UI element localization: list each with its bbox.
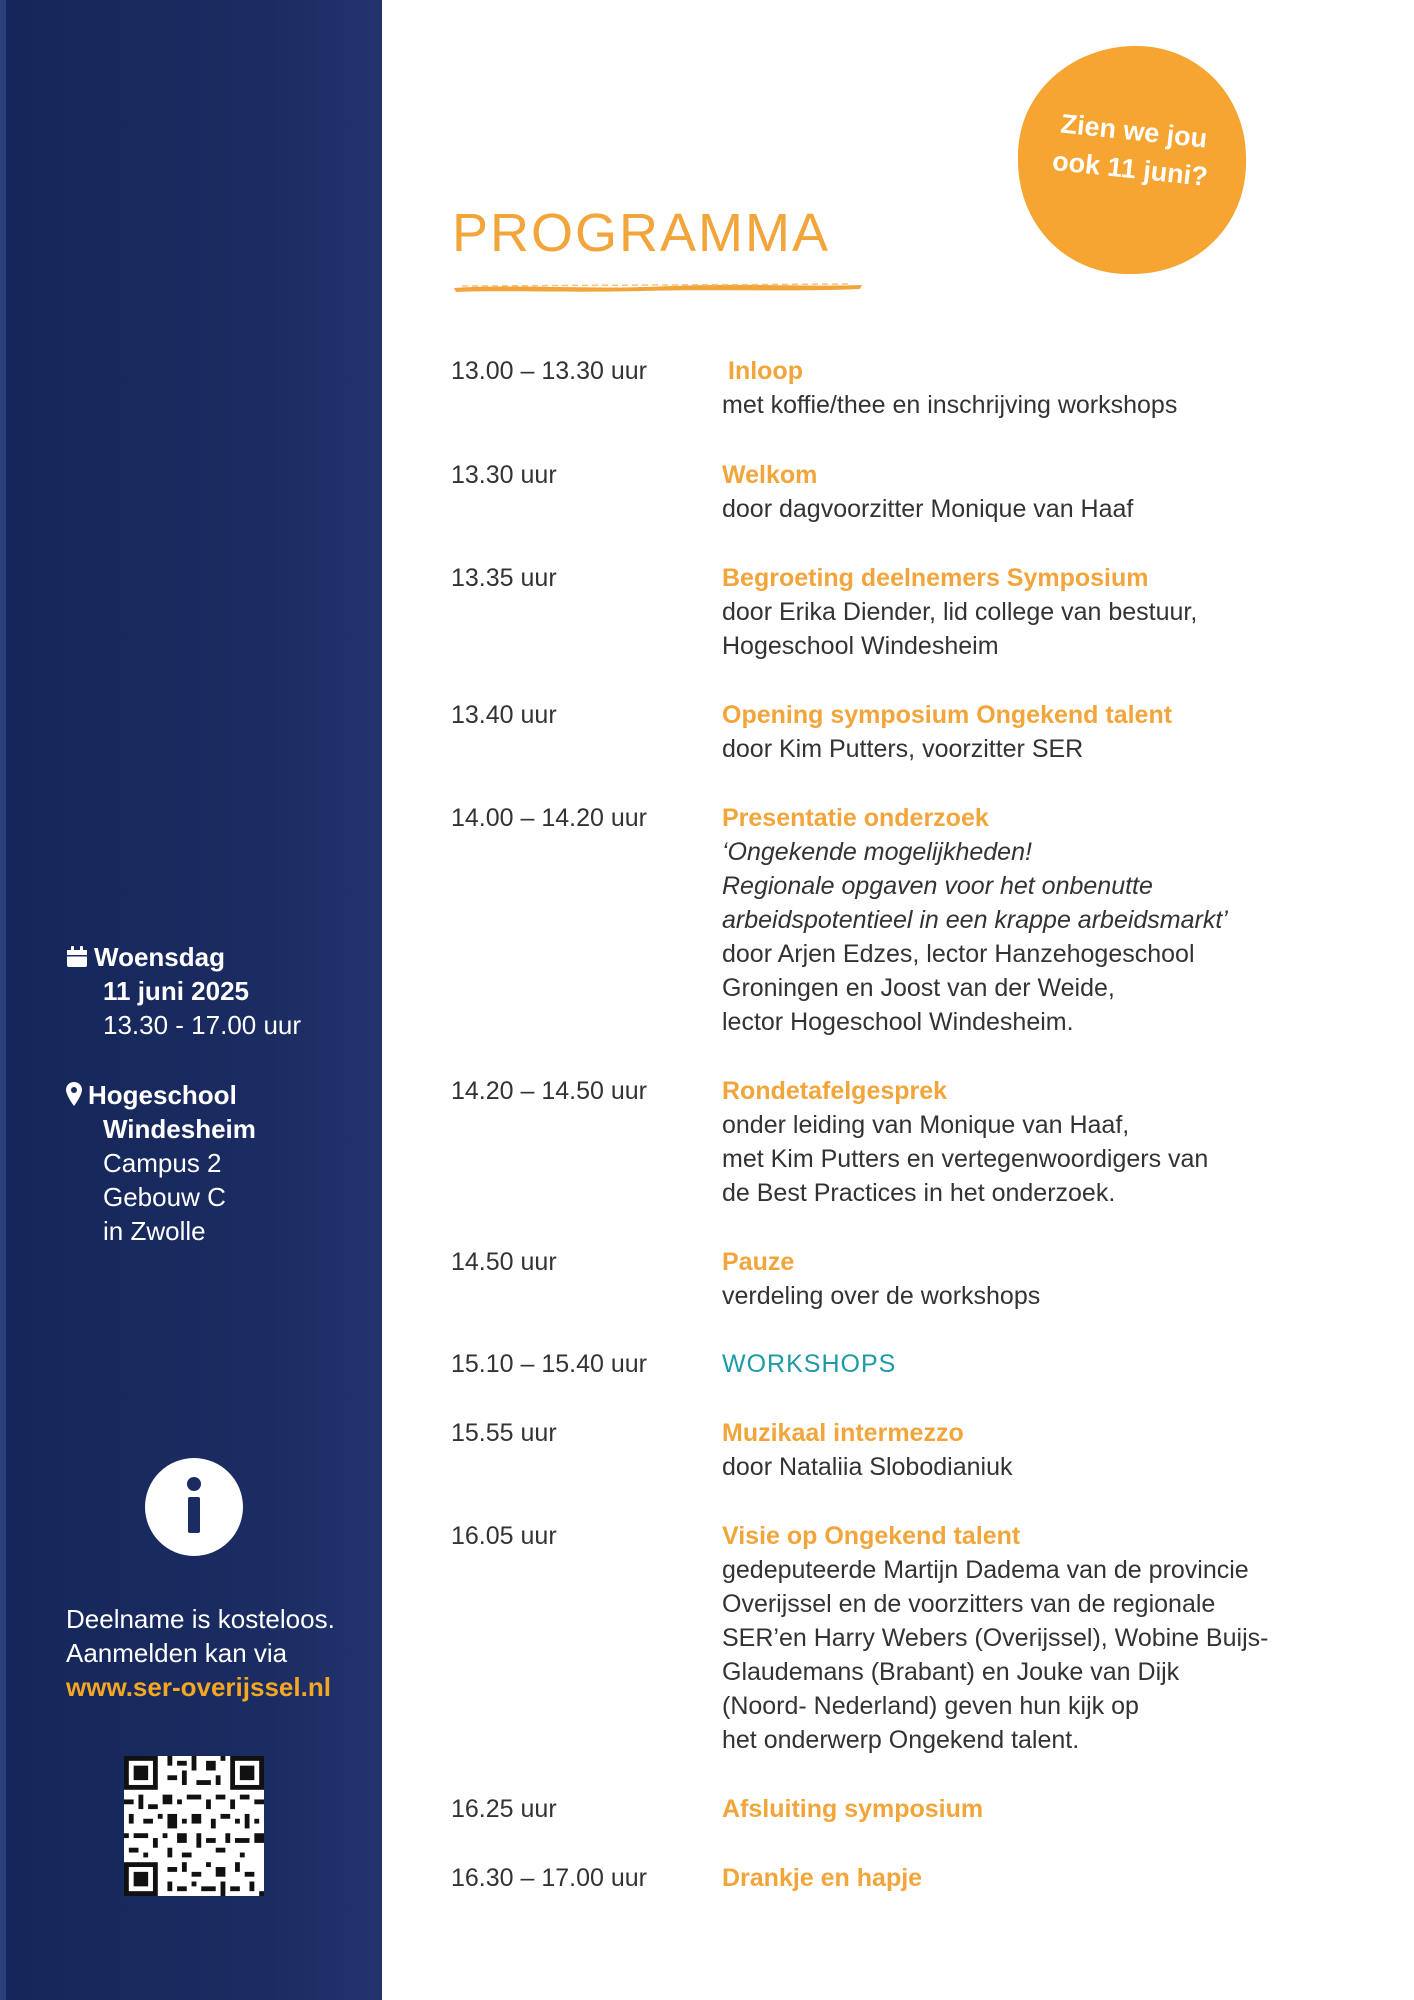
schedule-row — [451, 698, 1351, 766]
schedule-row — [451, 354, 1351, 422]
schedule-detail: gedeputeerde Martijn Dadema van de provincie — [722, 1556, 1249, 1584]
qr-code[interactable] — [124, 1756, 264, 1896]
schedule-heading: Visie op Ongekend talent — [722, 1522, 1021, 1550]
schedule-heading: Begroeting deelnemers Symposium — [722, 564, 1149, 592]
cta-line-2: Aanmelden kan via — [66, 1638, 288, 1668]
schedule-detail: met Kim Putters en vertegenwoordigers van — [722, 1145, 1209, 1173]
schedule-detail: ‘Ongekende mogelijkheden! — [722, 838, 1032, 866]
badge-line-1: Zien we jou — [1059, 108, 1209, 154]
schedule-time: 16.25 uur — [451, 1795, 557, 1823]
page-title: PROGRAMMA — [452, 203, 831, 263]
event-location-block — [66, 1078, 256, 1248]
schedule-detail: Regionale opgaven voor het onbenutte — [722, 872, 1153, 900]
schedule-row — [451, 1347, 1351, 1381]
schedule-detail: door Kim Putters, voorzitter SER — [722, 735, 1084, 763]
registration-info — [66, 1602, 335, 1704]
schedule-heading: Welkom — [722, 461, 818, 489]
schedule-detail: onder leiding van Monique van Haaf, — [722, 1111, 1130, 1139]
schedule-row — [451, 1792, 1351, 1826]
schedule-time: 15.55 uur — [451, 1419, 557, 1447]
schedule-heading: WORKSHOPS — [722, 1350, 897, 1378]
schedule-detail: lector Hogeschool Windesheim. — [722, 1008, 1074, 1036]
event-day: Woensdag — [94, 942, 225, 972]
schedule-row — [451, 1074, 1351, 1210]
schedule-row — [451, 1416, 1351, 1484]
calendar-icon — [66, 946, 88, 968]
location-line-1: Hogeschool — [88, 1080, 237, 1110]
cta-line-1: Deelname is kosteloos. — [66, 1604, 335, 1634]
schedule-detail: Glaudemans (Brabant) en Jouke van Dijk — [722, 1658, 1180, 1686]
schedule-detail: Groningen en Joost van der Weide, — [722, 974, 1115, 1002]
schedule-heading: Drankje en hapje — [722, 1864, 923, 1892]
event-date: 11 juni 2025 — [103, 976, 249, 1006]
schedule-heading: Muzikaal intermezzo — [722, 1419, 964, 1447]
schedule-heading: Opening symposium Ongekend talent — [722, 701, 1173, 729]
schedule-heading: Pauze — [722, 1248, 795, 1276]
schedule-row — [451, 801, 1351, 1039]
schedule-row — [451, 1245, 1351, 1313]
schedule-row — [451, 1861, 1351, 1895]
title-brush-underline — [452, 280, 864, 294]
schedule-detail: (Noord- Nederland) geven hun kijk op — [722, 1692, 1139, 1720]
schedule-time: 16.05 uur — [451, 1522, 557, 1550]
location-line-3: Campus 2 — [103, 1148, 222, 1178]
badge-line-2: ook 11 juni? — [1050, 145, 1210, 192]
schedule-time: 15.10 – 15.40 uur — [451, 1350, 647, 1378]
schedule-heading: Afsluiting symposium — [722, 1795, 984, 1823]
info-icon — [144, 1457, 244, 1557]
schedule-time: 16.30 – 17.00 uur — [451, 1864, 647, 1892]
schedule-time: 14.00 – 14.20 uur — [451, 804, 647, 832]
location-line-5: in Zwolle — [103, 1216, 206, 1246]
registration-link[interactable]: www.ser-overijssel.nl — [66, 1672, 331, 1702]
schedule-detail: de Best Practices in het onderzoek. — [722, 1179, 1116, 1207]
schedule-time: 13.40 uur — [451, 701, 557, 729]
schedule-detail: door Erika Diender, lid college van bestuur, — [722, 598, 1198, 626]
schedule-time: 13.30 uur — [451, 461, 557, 489]
event-date-block — [66, 940, 301, 1042]
schedule-detail: door Arjen Edzes, lector Hanzehogeschool — [722, 940, 1195, 968]
schedule-time: 13.35 uur — [451, 564, 557, 592]
location-pin-icon — [66, 1082, 82, 1106]
schedule-time: 14.20 – 14.50 uur — [451, 1077, 647, 1105]
schedule-detail: het onderwerp Ongekend talent. — [722, 1726, 1080, 1754]
event-time: 13.30 - 17.00 uur — [103, 1010, 302, 1040]
schedule-detail: arbeidspotentieel in een krappe arbeidsmarkt’ — [722, 906, 1228, 934]
schedule-detail: door Nataliia Slobodianiuk — [722, 1453, 1013, 1481]
schedule-detail: verdeling over de workshops — [722, 1282, 1041, 1310]
schedule-row — [451, 561, 1351, 663]
schedule-row — [451, 1519, 1351, 1757]
schedule-detail: Hogeschool Windesheim — [722, 632, 999, 660]
schedule-detail: Overijssel en de voorzitters van de regionale — [722, 1590, 1216, 1618]
location-line-4: Gebouw C — [103, 1182, 226, 1212]
schedule-heading: Rondetafelgesprek — [722, 1077, 948, 1105]
schedule-detail: door dagvoorzitter Monique van Haaf — [722, 495, 1134, 523]
sidebar-edge — [0, 0, 6, 2000]
schedule-row — [451, 458, 1351, 526]
schedule — [451, 354, 1351, 1895]
schedule-heading: Presentatie onderzoek — [722, 804, 989, 832]
schedule-detail: SER’en Harry Webers (Overijssel), Wobine Buijs- — [722, 1624, 1269, 1652]
schedule-heading: Inloop — [728, 357, 803, 385]
schedule-detail: met koffie/thee en inschrijving workshops — [722, 391, 1178, 419]
schedule-time: 13.00 – 13.30 uur — [451, 357, 647, 385]
location-line-2: Windesheim — [103, 1114, 256, 1144]
schedule-time: 14.50 uur — [451, 1248, 557, 1276]
